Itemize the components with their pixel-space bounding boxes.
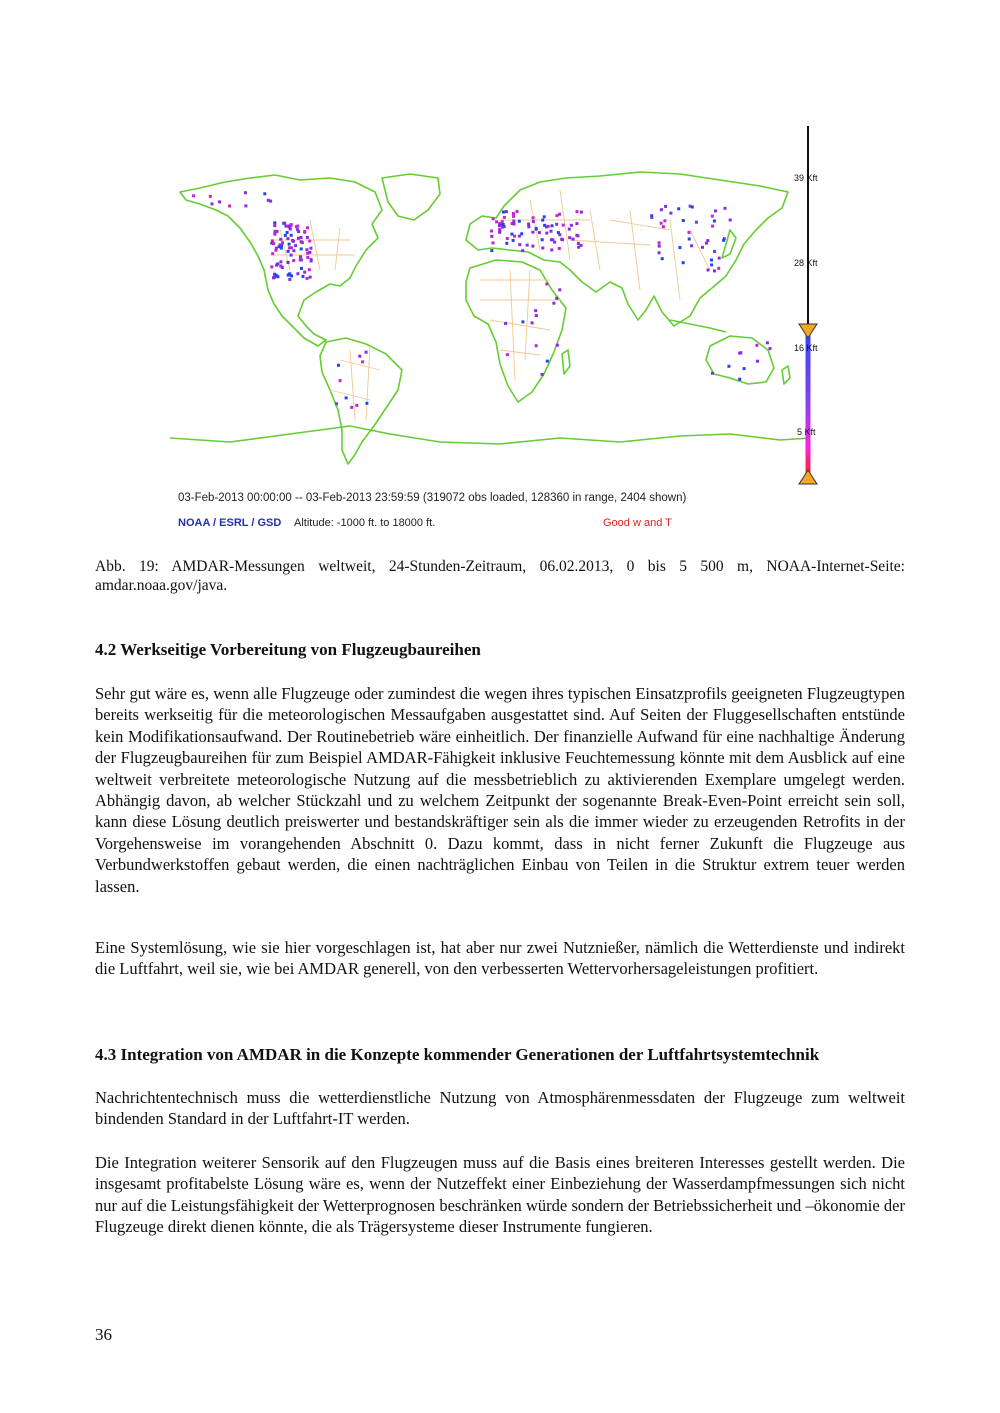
observation-dot [543,224,546,227]
scale-bottom-handle[interactable] [799,470,817,484]
observation-dot [729,219,732,222]
observation-dot [192,194,195,197]
observation-dot [513,223,516,226]
amdar-figure [170,120,840,540]
observation-dot [300,236,303,239]
observation-dot [710,259,713,262]
observation-dot [718,257,721,260]
observation-dot [228,205,231,208]
observation-dot [287,261,290,264]
observation-dot [661,257,664,260]
observation-dot [309,276,312,279]
observation-dot [756,360,759,363]
observation-dot [510,233,513,236]
observation-dot [546,360,549,363]
observation-dot [558,288,561,291]
observation-dot [503,216,506,219]
observation-dot [711,225,714,228]
scale-label-28: 28 Kft [794,258,818,268]
observation-dot [550,248,553,251]
figure-source-label: NOAA / ESRL / GSD [178,517,282,529]
observation-dot [335,402,338,405]
observation-dot [306,226,309,229]
observation-dot [577,246,580,249]
observation-dot [575,234,578,237]
observation-dot [287,274,290,277]
observation-dot [272,242,275,245]
observation-dot [361,360,364,363]
scale-top-handle[interactable] [799,324,817,338]
observation-dot [339,379,342,382]
observation-dot [291,239,294,242]
observation-dot [572,238,575,241]
observation-dot [273,224,276,227]
eurasia-coast [466,172,788,326]
observation-dot [727,365,730,368]
observation-dot [303,231,306,234]
observation-dot [294,244,297,247]
observation-dot [279,238,282,241]
observation-dot [295,225,298,228]
observation-dot [658,245,661,248]
observation-dot [297,230,300,233]
observation-dot [658,241,661,244]
observation-dot [490,235,493,238]
australia-coast [706,336,774,384]
paragraph-4-2-b: Eine Systemlösung, wie sie hier vorgeschlagen ist, hat aber nur zwei Nutznießer, nämlich die Wetterdienste und indirekt die Luftfahrt, weil sie, wie bei AMDAR generell, von den verbesserten Wettervorhersageleistungen profitiert. [95,938,905,979]
observation-dot [306,236,309,239]
observation-dot [299,255,302,258]
observation-dot [518,235,521,238]
figure-altitude-label: Altitude: -1000 ft. to 18000 ft. [294,517,436,529]
observation-dot [303,271,306,274]
observation-dot [688,231,691,234]
observation-dot [288,225,291,228]
observation-dot [310,260,313,263]
observation-dot [682,261,685,264]
observation-dot [724,207,727,210]
figure-quality-label: Good w and T [603,517,672,529]
observation-dot [526,244,529,247]
observation-dot [545,283,548,286]
observation-dot [534,309,537,312]
observation-dot [263,192,266,195]
observation-dot [308,251,311,254]
observation-dot [521,249,524,252]
observation-dot [275,264,278,267]
observation-dot [677,207,680,210]
observation-dot [664,205,667,208]
observation-dot [560,238,563,241]
observation-dot [690,244,693,247]
paragraph-4-3-a: Nachrichtentechnisch muss die wetterdienstliche Nutzung von Atmosphärenmessdaten der Flugzeuge zum weltweit bindenden Standard in der Luftfahrt-IT werden. [95,1088,905,1129]
observation-dot [512,215,515,218]
observation-dot [710,263,713,266]
observation-dot [274,249,277,252]
observation-dot [552,302,555,305]
observation-dot [711,215,714,218]
observation-dot [512,220,515,223]
observation-dot [502,223,505,226]
observation-dot [244,191,247,194]
observation-dot [286,231,289,234]
observation-dot [512,212,515,215]
observation-dot [669,212,672,215]
observation-dot [532,216,535,219]
observation-dot [209,195,212,198]
observation-dot [358,355,361,358]
scale-range-bar [806,335,811,475]
observation-dot [535,314,538,317]
observation-dot [532,220,535,223]
observation-dot [273,230,276,233]
observation-dot [717,267,720,270]
observation-dot [218,200,221,203]
observation-dot [505,242,508,245]
observation-dot [290,234,293,237]
observation-dot [288,246,291,249]
page-number: 36 [95,1325,112,1344]
observation-dot [678,246,681,249]
observation-dot [279,260,282,263]
observation-dot [660,208,663,211]
coastlines [170,172,810,464]
section-heading-4-3: 4.3 Integration von AMDAR in die Konzepte kommender Generationen der Luftfahrtsystemtechnik [95,1045,820,1064]
observation-dot [766,341,769,344]
observation-dot [337,364,340,367]
observation-dot [306,277,309,280]
observation-dot [506,237,509,240]
africa-coast [466,260,566,402]
observation-dot [365,351,368,354]
observation-dot [365,402,368,405]
observation-dot [518,220,521,223]
observation-dot [297,237,300,240]
observation-dot [688,238,691,241]
observation-dot [558,247,561,250]
observation-dot [531,231,534,234]
observation-dot [545,232,548,235]
observation-dot [701,246,704,249]
observation-dot [273,233,276,236]
observation-dot [506,353,509,356]
observation-dot [531,321,534,324]
observation-dot [296,272,299,275]
antarctica-coast [170,426,810,444]
observation-dot [300,247,303,250]
observation-dot [527,225,530,228]
country-borders [270,190,710,420]
observation-dot [547,225,550,228]
observation-dot [273,221,276,224]
observation-dot [284,234,287,237]
observation-dot [501,220,504,223]
observation-dot [495,220,498,223]
observation-dot [502,211,505,214]
observation-dot [527,223,530,226]
observation-dot [271,252,274,255]
figure-status-line: 03-Feb-2013 00:00:00 -- 03-Feb-2013 23:59:59 (319072 obs loaded, 128360 in range, 2404 shown) [178,492,687,504]
observation-dot [306,256,309,259]
observation-dot [281,241,284,244]
observation-dot [505,210,508,213]
observation-dot [300,240,303,243]
paragraph-4-3-b: Die Integration weiterer Sensorik auf den Flugzeugen muss auf die Basis eines breiteren Interesses gestellt werden. Die insgesamt profitabelste Lösung wäre es, wenn der Nutzeffekt einer Einbeziehung der Wasserdampfmessungen sich nicht nur auf die Leistungsfähigkeit der Wetterprognosen beschränken würde sondern der Betriebssicherheit und –ökonomie der Flugzeuge direkt dienen könnte, die als Trägersysteme dieser Instrumente fungieren. [95,1153,905,1237]
observation-dot [556,344,559,347]
observation-dot [492,217,495,220]
observation-dot [513,235,516,238]
scale-label-39: 39 Kft [794,173,818,183]
observation-dot [568,228,571,231]
observation-dot [279,264,282,267]
observation-dot [490,230,493,233]
observation-dot [290,254,293,257]
observation-dot [541,247,544,250]
observation-dot [543,215,546,218]
observation-dot [518,243,521,246]
observation-dot [707,269,710,272]
observation-dot [658,251,661,254]
observation-dot [660,222,663,225]
observation-dot [516,210,519,213]
observation-dot [512,239,515,242]
observation-dot [738,378,741,381]
observation-dot [755,344,758,347]
observation-dot [575,222,578,225]
observation-dot [292,259,295,262]
observation-dot [299,258,302,261]
observation-dot [705,242,708,245]
observation-dot [269,200,272,203]
observation-dot [283,222,286,225]
observation-dot [288,243,291,246]
observation-dot [305,248,308,251]
observation-dot [541,373,544,376]
observation-dot [535,228,538,231]
observation-dot [576,210,579,213]
observation-dot [300,267,303,270]
observation-dot [538,231,541,234]
observation-dot [288,278,291,281]
observation-dot [556,214,559,217]
observation-dot [498,230,501,233]
observation-dot [682,219,685,222]
world-map [170,120,840,490]
observation-dot [550,230,553,233]
observation-dot [650,216,653,219]
observation-dot [244,204,247,207]
scale-label-5: 5 Kft [797,427,816,437]
observation-dot [580,211,583,214]
paragraph-4-2-a: Sehr gut wäre es, wenn alle Flugzeuge oder zumindest die wegen ihres typischen Einsatzprofils geeigneten Flugzeugtypen bereits werkseitig für die meteorologischen Messaufgaben ausgestattet sind. Auf Seiten der Fluggesellschaften entstünde kein Modifikationsaufwand. Der Routinebetrieb wäre einheitlich. Der finanzielle Aufwand für eine nachhaltige Änderung der Flugzeugbaureihen für zum Beispiel AMDAR-Fähigkeit inklusive Feuchtemessung könnte mit dem Ausblick auf eine weltweit verbreitete meteorologische Nutzung auf die messbetrieblich zu aktivierenden Exemplare umgelegt werden. Abhängig davon, ab welcher Stückzahl und zu welchem Zeitpunkt der sogenannte Break-Even-Point erreicht sein soll, kann diese Lösung deutlich preiswerter und bestandskräftiger sein als die immer wieder zu erzeugenden Retrofits in der Vorgehensweise im vorangehenden Abschnitt 0. Dazu kommt, dass in nicht ferner Zukunft die Flugzeuge aus Verbundwerkstoffen gebaut werden, die einen nachträglichen Einbau von Teilen in die Struktur extrem teuer werden lassen. [95,684,905,896]
observation-dot [286,237,289,240]
japan-coast [722,230,736,258]
observation-dot [743,367,746,370]
observation-dot [739,351,742,354]
observation-dot [550,238,553,241]
observation-dot [492,241,495,244]
observation-dot [714,209,717,212]
observation-dot [276,275,279,278]
observation-dot [355,404,358,407]
observation-dot [551,224,554,227]
observation-dot [521,320,524,323]
indonesia-coast [670,320,726,332]
observation-dot [558,233,561,236]
observation-dot [541,219,544,222]
observation-dot [711,372,714,375]
observation-dot [695,221,698,224]
observation-dot [662,225,665,228]
observation-dot [292,249,295,252]
observation-dot [531,245,534,248]
observation-dot [308,240,311,243]
observation-dot [490,249,493,252]
observation-dot [287,250,290,253]
observation-dot [345,396,348,399]
observation-dot [309,247,312,250]
observation-dot [562,224,565,227]
observation-dot [308,268,311,271]
observation-dot [558,213,561,216]
observation-dot [663,219,666,222]
scale-label-16: 16 Kft [794,343,818,353]
observation-dot [270,265,273,268]
observation-dot [713,269,716,272]
observation-dot [284,225,287,228]
observation-dot [289,228,292,231]
observation-dot [713,220,716,223]
observation-dot [553,241,556,244]
observation-dot [722,239,725,242]
observation-dot [541,238,544,241]
observation-dot [689,205,692,208]
observation-dot [555,223,558,226]
observation-dot [350,406,353,409]
observation-dot [568,236,571,239]
observation-dot [577,242,580,245]
madagascar-coast [562,350,570,374]
observation-dot [713,250,716,253]
figure-caption: Abb. 19: AMDAR-Messungen weltweit, 24-Stunden-Zeitraum, 06.02.2013, 0 bis 5 500 m, NOAA-Internet-Seite: amdar.noaa.gov/java. [95,558,905,594]
observation-dot [211,202,214,205]
observation-dot [535,344,538,347]
observation-dot [504,322,507,325]
observation-dot [555,297,558,300]
observation-dot [570,224,573,227]
section-heading-4-2: 4.2 Werkseitige Vorbereitung von Flugzeugbaureihen [95,640,481,659]
observation-dot [769,347,772,350]
greenland-coast [382,174,440,220]
observation-dot [302,275,305,278]
